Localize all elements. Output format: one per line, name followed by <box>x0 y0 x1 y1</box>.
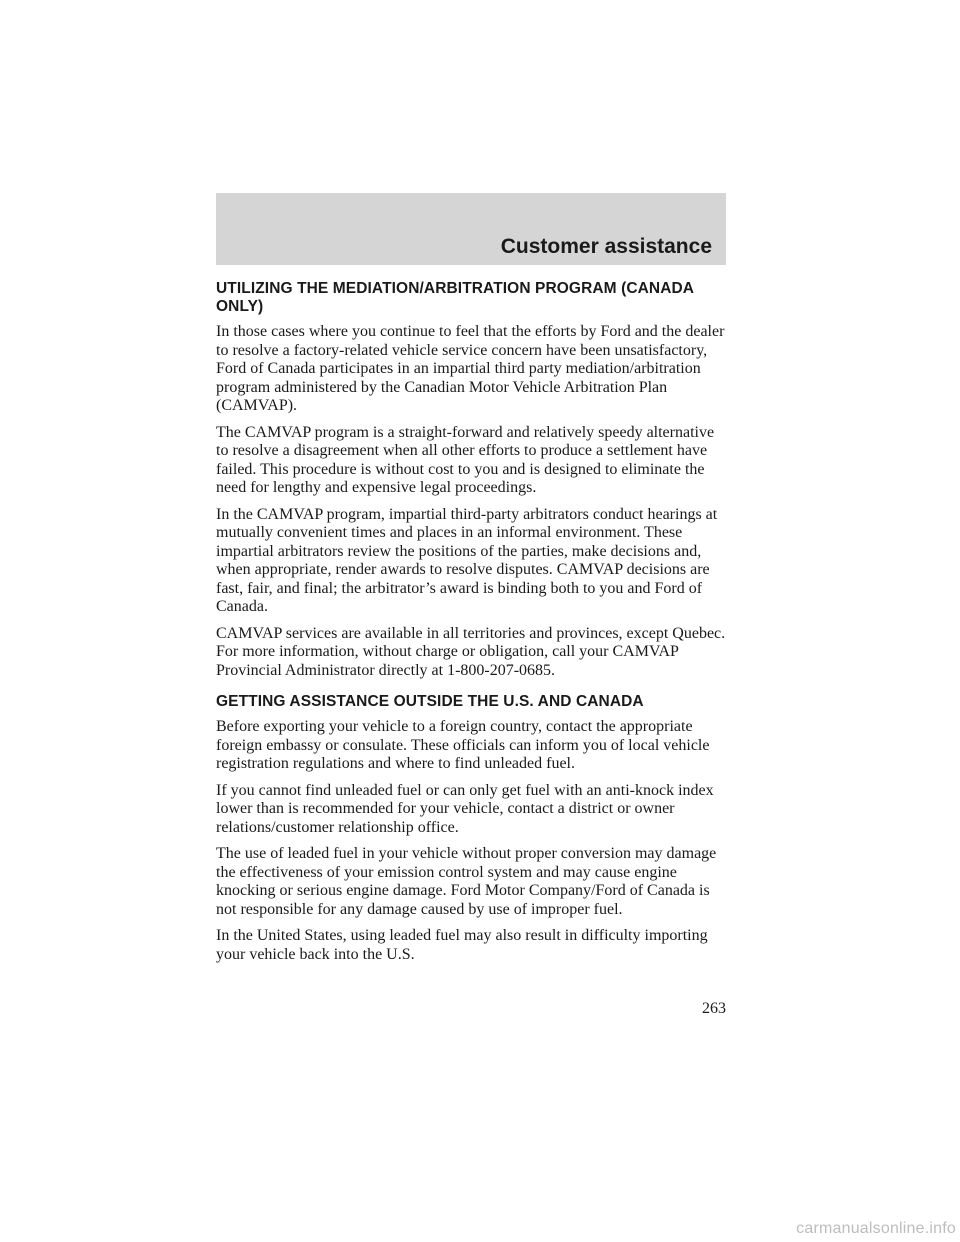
paragraph: The use of leaded fuel in your vehicle without proper conversion may damage the effectiveness of your emission control system and may cause engine knocking or serious engine damage. Ford Motor Company/Ford of Canada is not responsible for any damage caused by use of improper fuel. <box>216 845 717 918</box>
paragraph: If you cannot find unleaded fuel or can only get fuel with an anti-knock index lower than is recommended for your vehicle, contact a district or owner relations/customer relationship office. <box>216 781 714 836</box>
page-content <box>216 280 730 972</box>
section-title: Customer assistance <box>500 235 712 258</box>
paragraph: Before exporting your vehicle to a foreign country, contact the appropriate foreign embassy or consulate. These officials can inform you of local vehicle registration regulations and where to find unleaded fuel. <box>216 718 710 772</box>
heading-assistance-outside: GETTING ASSISTANCE OUTSIDE THE U.S. AND CANADA <box>216 693 644 710</box>
paragraph: In those cases where you continue to feel that the efforts by Ford and the dealer to resolve a factory-related vehicle service concern have been unsatisfactory, Ford of Canada participates in an impartial third party mediation/arbitration program administered by the Canadian Motor Vehicle Arbitration Plan (CAMVAP). <box>216 323 725 414</box>
paragraph: The CAMVAP program is a straight-forward and relatively speedy alternative to resolve a disagreement when all other efforts to produce a settlement have failed. This procedure is without cost to you and is designed to eliminate the need for lengthy and expensive legal proceedings. <box>216 423 715 496</box>
paragraph: CAMVAP services are available in all territories and provinces, except Quebec. For more information, without charge or obligation, call your CAMVAP Provincial Administrator directly at 1-800-207-0685. <box>216 624 726 679</box>
watermark: carmanualsonline.info <box>796 1220 956 1237</box>
paragraph: In the United States, using leaded fuel may also result in difficulty importing your vehicle back into the U.S. <box>216 927 708 963</box>
heading-mediation-arbitration: UTILIZING THE MEDIATION/ARBITRATION PROGRAM (CANADA ONLY) <box>216 280 694 315</box>
section-header-band <box>216 193 726 265</box>
paragraph: In the CAMVAP program, impartial third-party arbitrators conduct hearings at mutually convenient times and places in an informal environment. These impartial arbitrators review the positions of the parties, make decisions and, when appropriate, render awards to resolve disputes. CAMVAP decisions are fast, fair, and final; the arbitrator’s award is binding both to you and Ford of Canada. <box>216 505 718 615</box>
page-number: 263 <box>702 1000 726 1017</box>
